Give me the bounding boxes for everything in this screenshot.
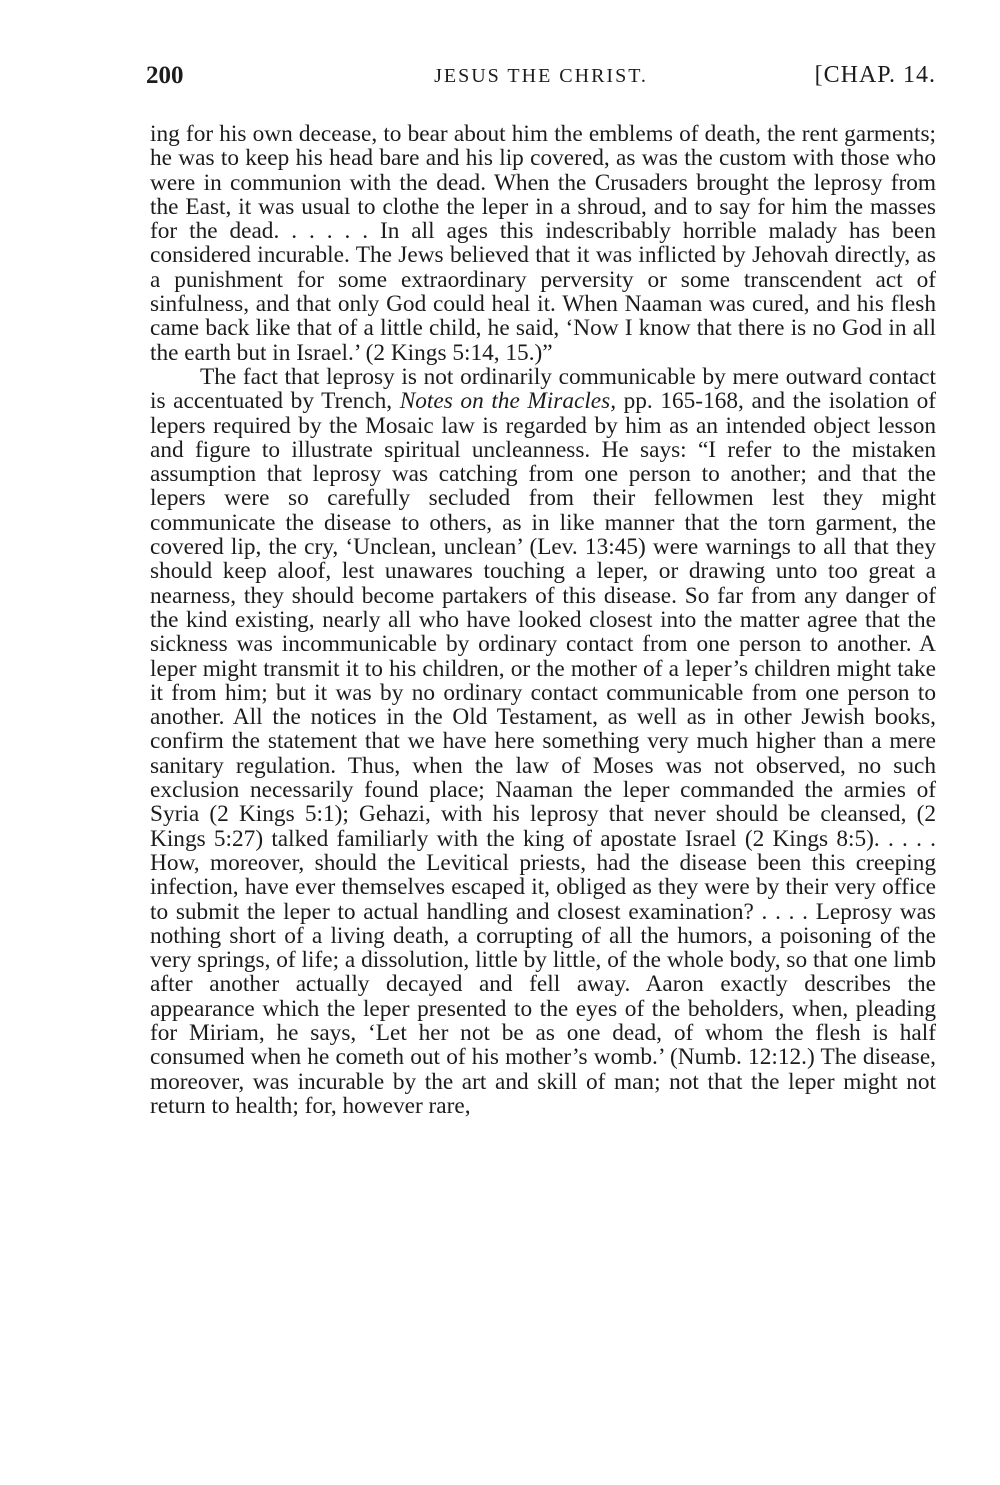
running-title: JESUS THE CHRIST. <box>434 65 648 87</box>
paragraph-text-before-title: The fact that leprosy is not ordinarily communicable by mere outward contact is accentuated by Trench, <box>150 363 936 415</box>
body-text <box>150 122 936 1118</box>
book-title: Notes on the Miracles, <box>399 388 617 415</box>
paragraph-continuation: ing for his own decease, to bear about him the emblems of death, the rent garments; he was to keep his head bare and his lip covered, as was the custom with those who were in communion with the dead. When the Crusaders brought the leprosy from the East, it was usual to clothe the leper in a shroud, and to say for him the masses for the dead. . . . . . In all ages this indescribably horrible malady has been considered incurable. The Jews believed that it was inflicted by Jehovah directly, as a punishment for some extraordinary perversity or some transcendent act of sinfulness, and that only God could heal it. When Naaman was cured, and his flesh came back like that of a little child, he said, ‘Now I know that there is no God in all the earth but in Israel.’ (2 Kings 5:14, 15.)” <box>150 121 936 366</box>
page-header <box>146 62 936 102</box>
chapter-label: [CHAP. 14. <box>814 62 936 88</box>
page-number: 200 <box>146 62 184 89</box>
paragraph-trench-quote <box>150 365 936 1118</box>
paragraph-text-after-title: pp. 165-168, and the isolation of lepers required by the Mosaic law is regarded by him as an intended object lesson and figure to illustrate spiritual uncleanness. He says: “I refer to the mistaken assumption that leprosy was catching from one person to another; and that the lepers were so carefully secluded from their fellowmen lest they might communicate the disease to others, as in like manner that the torn garment, the covered lip, the cry, ‘Unclean, unclean’ (Lev. 13:45) were warnings to all that they should keep aloof, lest unawares touching a leper, or drawing unto too great a nearness, they should become partakers of this disease. So far from any danger of the kind existing, nearly all who have looked closest into the matter agree that the sickness was incommunicable by ordinary contact from one person to another. A leper might transmit it to his children, or the mother of a leper’s children might take it from him; but it was by no ordinary contact communicable from one person to another. All the notices in the Old Testament, as well as in other Jewish books, confirm the statement that we have here something very much higher than a mere sanitary regulation. Thus, when the law of Moses was not observed, no such exclusion necessarily found place; Naaman the leper commanded the armies of Syria (2 Kings 5:1); Gehazi, with his leprosy that never should be cleansed, (2 Kings 5:27) talked familiarly with the king of apostate Israel (2 Kings 8:5). . . . . How, moreover, should the Levitical priests, had the disease been this creeping infection, have ever themselves escaped it, obliged as they were by their very office to submit the leper to actual handling and closest examination? . . . . Leprosy was nothing short of a living death, a corrupting of all the humors, a poisoning of the very springs, of life; a dissolution, little by little, of the whole body, so that one limb after another actually decayed and fell away. Aaron exactly describes the appearance which the leper presented to the eyes of the beholders, when, pleading for Miriam, he says, ‘Let her not be as one dead, of whom the flesh is half consumed when he cometh out of his mother’s womb.’ (Numb. 12:12.) The disease, moreover, was incurable by the art and skill of man; not that the leper might not return to health; for, however rare, <box>150 388 936 1119</box>
